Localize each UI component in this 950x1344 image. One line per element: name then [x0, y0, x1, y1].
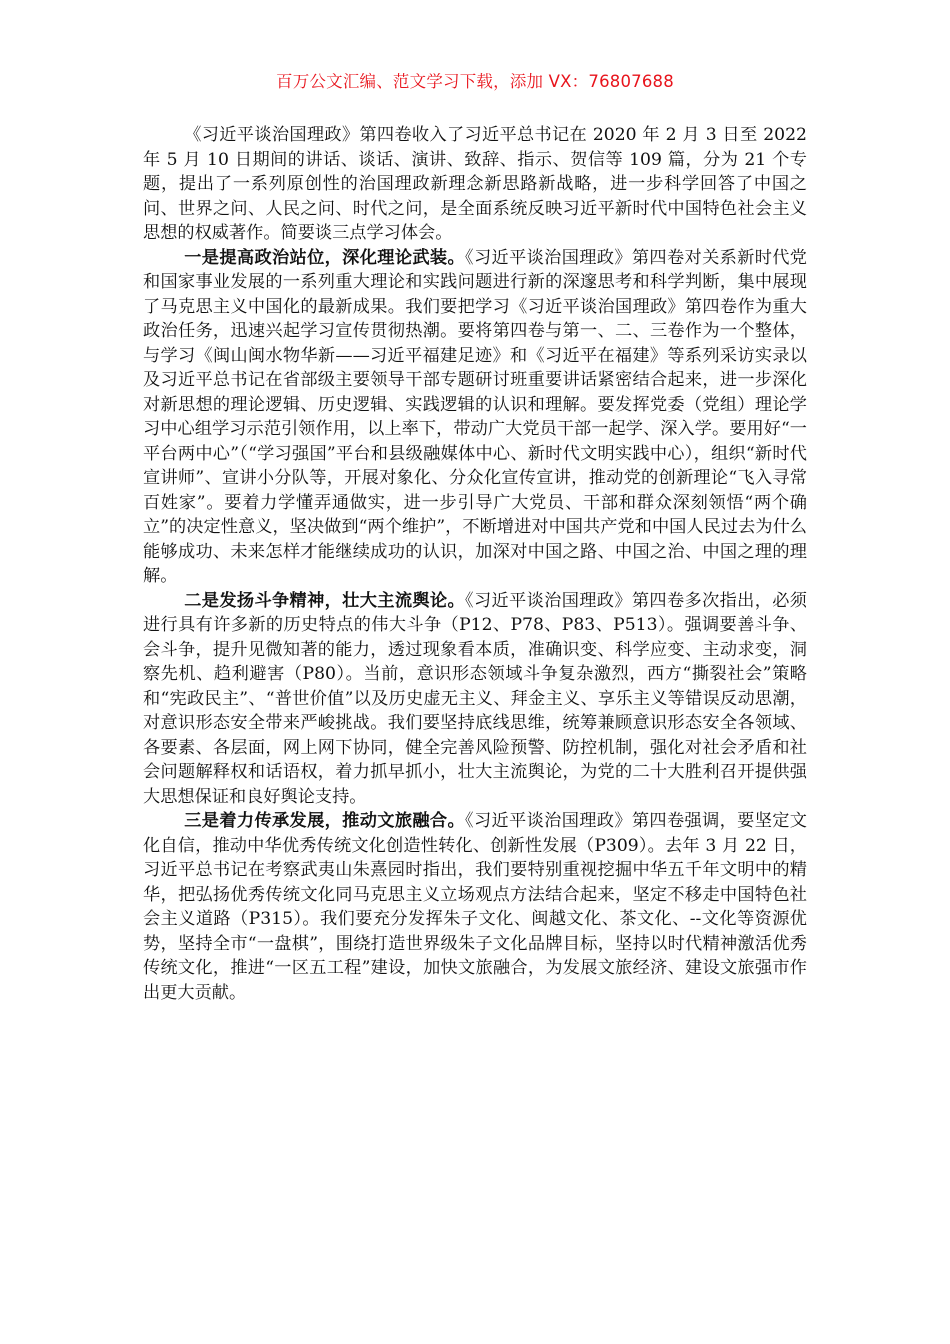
paragraph-point-2: [143, 589, 807, 810]
paragraph-intro: [143, 123, 807, 246]
paragraph-text: 《习近平谈治国理政》第四卷收入了习近平总书记在 2020 年 2 月 3 日至 2022 年 5 月 10 日期间的讲话、谈话、演讲、致辞、指示、贺信等 109 篇，分为 21 个专题，提出了一系列原创性的治国理政新理念新思路新战略，进一步科学回答了中国之问、世界之问、人民之问、时代之问，是全面系统反映习近平新时代中国特色社会主义思想的权威著作。简要谈三点学习体会。: [143, 125, 807, 243]
paragraph-text: 《习近平谈治国理政》第四卷对关系新时代党和国家事业发展的一系列重大理论和实践问题进行新的深邃思考和科学判断，集中展现了马克思主义中国化的最新成果。我们要把学习《习近平谈治国理政》第四卷作为重大政治任务，迅速兴起学习宣传贯彻热潮。要将第四卷与第一、二、三卷作为一个整体，与学习《闽山闽水物华新——习近平福建足迹》和《习近平在福建》等系列采访实录以及习近平总书记在省部级主要领导干部专题研讨班重要讲话紧密结合起来，进一步深化对新思想的理论逻辑、历史逻辑、实践逻辑的认识和理解。要发挥党委（党组）理论学习中心组学习示范引领作用，以上率下，带动广大党员干部一起学、深入学。要用好“一平台两中心”（“学习强国”平台和县级融媒体中心、新时代文明实践中心），组织“新时代宣讲师”、宣讲小分队等，开展对象化、分众化宣传宣讲，推动党的创新理论“飞入寻常百姓家”。要着力学懂弄通做实，进一步引导广大党员、干部和群众深刻领悟“两个确立”的决定性意义，坚决做到“两个维护”，不断增进对中国共产党和中国人民过去为什么能够成功、未来怎样才能继续成功的认识，加深对中国之路、中国之治、中国之理的理解。: [143, 247, 807, 586]
watermark-banner: 百万公文汇编、范文学习下载，添加 VX：76807688: [276, 72, 674, 91]
paragraph-point-1: [143, 246, 807, 589]
document-body: [143, 123, 807, 1005]
paragraph-lead: 二是发扬斗争精神，壮大主流舆论。: [184, 590, 466, 611]
paragraph-point-3: [143, 809, 807, 1005]
paragraph-text: 《习近平谈治国理政》第四卷多次指出，必须进行具有许多新的历史特点的伟大斗争（P12、P78、P83、P513）。强调要善斗争、会斗争，提升见微知著的能力，透过现象看本质，准确识变、科学应变、主动求变，洞察先机、趋利避害（P80）。当前，意识形态领域斗争复杂激烈，西方“撕裂社会”策略和“宪政民主”、“普世价值”以及历史虚无主义、拜金主义、享乐主义等错误反动思潮，对意识形态安全带来严峻挑战。我们要坚持底线思维，统筹兼顾意识形态安全各领域、各要素、各层面，网上网下协同，健全完善风险预警、防控机制，强化对社会矛盾和社会问题解释权和话语权，着力抓早抓小，壮大主流舆论，为党的二十大胜利召开提供强大思想保证和良好舆论支持。: [143, 590, 807, 807]
paragraph-lead: 一是提高政治站位，深化理论武装。: [184, 247, 466, 268]
paragraph-text: 《习近平谈治国理政》第四卷强调，要坚定文化自信，推动中华优秀传统文化创造性转化、创新性发展（P309）。去年 3 月 22 日，习近平总书记在考察武夷山朱熹园时指出，我们要特别重视挖掘中华五千年文明中的精华，把弘扬优秀传统文化同马克思主义立场观点方法结合起来，坚定不移走中国特色社会主义道路（P315）。我们要充分发挥朱子文化、闽越文化、茶文化、--文化等资源优势，坚持全市“一盘棋”，围绕打造世界级朱子文化品牌目标，坚持以时代精神激活优秀传统文化，推进“一区五工程”建设，加快文旅融合，为发展文旅经济、建设文旅强市作出更大贡献。: [143, 811, 807, 1003]
paragraph-lead: 三是着力传承发展，推动文旅融合。: [184, 811, 466, 831]
